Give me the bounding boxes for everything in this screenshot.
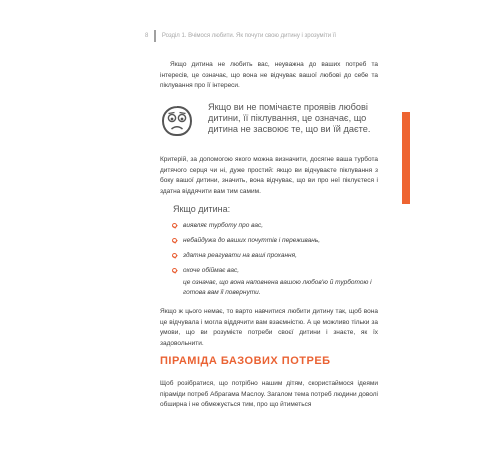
callout-box — [160, 102, 385, 144]
paragraph-3: Якщо ж цього немає, то варто навчитися любити дитину так, щоб вона це відчувала і могла віддячити вам взаємністю. А це можливо тільки за умови, що ви розумієте потреби своєї дитини і знаєте, як їх задовольнити. — [160, 308, 378, 347]
check-circle-icon — [172, 223, 177, 228]
sad-face-icon — [160, 104, 194, 138]
list-item — [172, 251, 387, 266]
list-item-text: небайдужа до ваших почуттів і переживань, — [183, 237, 321, 244]
list-item — [172, 236, 387, 251]
paragraph-2: Критерій, за допомогою якого можна визначити, досягне ваша турбота дитячого серця чи ні, дуже простий: якщо ви відчуваєте піклування з боку вашої дитини, значить, вона відчуває, що ви про неї піклуєтеся і здатна віддячити вам тим самим. — [160, 156, 378, 195]
paragraph-1: Якщо дитина не любить вас, неуважна до ваших потреб та інтересів, це означає, що вона не відчуває вашої любові до себе та піклування про її інтереси. — [160, 61, 378, 90]
running-head — [145, 30, 336, 42]
bullet-list — [172, 221, 387, 281]
chapter-side-tab — [402, 112, 410, 204]
check-circle-icon — [172, 253, 177, 258]
list-heading: Якщо дитина: — [173, 204, 231, 214]
check-circle-icon — [172, 238, 177, 243]
callout-text: Якщо ви не помічаєте проявів любові дитини, її піклування, це означає, що дитина не засвоює те, що ви їй даєте. — [208, 102, 371, 135]
list-item-text: виявляє турботу про вас, — [183, 222, 264, 229]
running-head-title: Розділ 1. Вчімося любити. Як почути свою дитину і зрозуміти її — [161, 33, 337, 39]
list-item-text: охоче обіймає вас, — [183, 267, 240, 274]
list-item-text: здатна реагувати на ваші прохання, — [183, 252, 297, 259]
list-conclusion: це означає, що вона наповнена вашою любов'ю й турботою і готова вам її повернути. — [183, 279, 372, 296]
page-number: 8 — [145, 33, 149, 39]
header-divider — [154, 30, 156, 42]
list-item — [172, 221, 387, 236]
section-heading: ПІРАМІДА БАЗОВИХ ПОТРЕБ — [160, 355, 331, 367]
check-circle-icon — [172, 268, 177, 273]
paragraph-4: Щоб розібратися, що потрібно нашим дітям, скористаймося ідеями піраміди потреб Абрагама Маслоу. Загалом тема потреб людини доволі обширна і не обмежується тим, про що йтиметься — [160, 380, 378, 409]
